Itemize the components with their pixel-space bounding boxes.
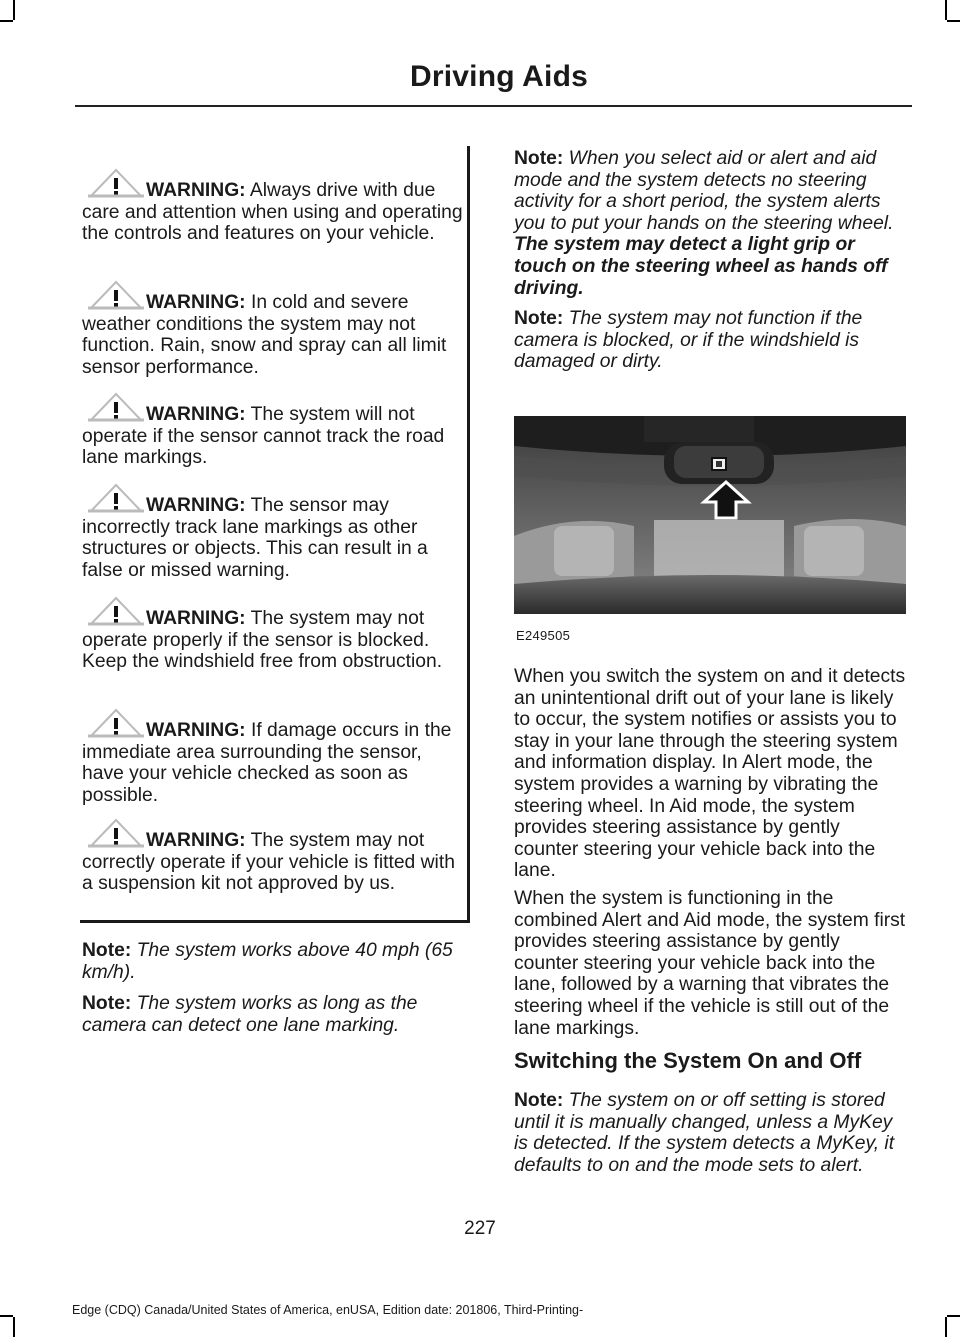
warning-triangle-icon	[88, 483, 144, 513]
warning-label: WARNING:	[146, 830, 246, 851]
section-heading: Switching the System On and Off	[514, 1048, 862, 1073]
note	[82, 940, 466, 983]
warning-text: The system may not correctly operate if your vehicle is fitted with a suspension kit not approved by us.	[82, 830, 455, 895]
body-paragraph: When the system is functioning in the combined Alert and Aid mode, the system first provides steering assistance by gently counter steering your vehicle back into the lane, followed by a warning that vibrates the steering wheel if the vehicle is still out of the lane markings.	[514, 888, 906, 1039]
note-text: The system on or off setting is stored until it is manually changed, unless a MyKey is detected. If the system detects a MyKey, it defaults to on and the mode sets to alert.	[514, 1090, 895, 1176]
note	[82, 993, 466, 1036]
crop-mark	[13, 0, 15, 20]
note-emphasis: The system may detect a light grip or touch on the steering wheel as hands off driving.	[514, 234, 888, 299]
footer-edition-info: Edge (CDQ) Canada/United States of America, enUSA, Edition date: 201806, Third-Printing-	[72, 1303, 584, 1317]
warning-item	[82, 596, 466, 673]
warning-item	[82, 168, 466, 245]
warning-item	[82, 818, 466, 895]
note-label: Note:	[82, 940, 132, 961]
warning-text: If damage occurs in the immediate area surrounding the sensor, have your vehicle checked as soon as possible.	[82, 720, 452, 806]
note-label: Note:	[514, 148, 564, 169]
header-divider	[75, 105, 912, 107]
note-text: The system may not function if the camera is blocked, or if the windshield is damaged or dirty.	[514, 308, 863, 373]
note-label: Note:	[82, 993, 132, 1014]
image-reference-code: E249505	[516, 628, 571, 643]
warning-triangle-icon	[88, 280, 144, 310]
warning-text: Always drive with due care and attention when using and operating the controls and features on your vehicle.	[82, 180, 463, 245]
warning-triangle-icon	[88, 392, 144, 422]
warning-triangle-icon	[88, 708, 144, 738]
note	[514, 1090, 908, 1176]
note	[514, 308, 908, 373]
warning-item	[82, 708, 466, 806]
crop-mark	[947, 1315, 960, 1317]
warning-item	[82, 392, 466, 469]
warning-label: WARNING:	[146, 495, 246, 516]
page-number: 227	[464, 1218, 496, 1239]
warning-text: In cold and severe weather conditions the system may not function. Rain, snow and spray can all limit sensor performance.	[82, 292, 447, 378]
body-paragraph: When you switch the system on and it detects an unintentional drift out of your lane is likely to occur, the system notifies or assists you to stay in your lane through the steering system and information display. In Alert mode, the system provides a warning by vibrating the steering wheel. In Aid mode, the system provides steering assistance by gently counter steering your vehicle back into the lane.	[514, 666, 906, 882]
crop-mark	[0, 1315, 13, 1317]
note-label: Note:	[514, 1090, 564, 1111]
note-label: Note:	[514, 308, 564, 329]
warning-label: WARNING:	[146, 292, 246, 313]
note-text: When you select aid or alert and aid mode and the system detects no steering activity for a short period, the system alerts you to put your hands on the steering wheel.	[514, 148, 894, 234]
warning-label: WARNING:	[146, 404, 246, 425]
warning-triangle-icon	[88, 168, 144, 198]
warning-triangle-icon	[88, 818, 144, 848]
warning-item	[82, 483, 466, 581]
crop-mark	[947, 20, 960, 22]
warning-label: WARNING:	[146, 180, 246, 201]
warning-text: The sensor may incorrectly track lane markings as other structures or objects. This can result in a false or missed warning.	[82, 495, 428, 581]
note	[514, 148, 908, 299]
warning-item	[82, 280, 466, 378]
crop-mark	[945, 1317, 947, 1337]
warning-triangle-icon	[88, 596, 144, 626]
windshield-camera-illustration	[514, 416, 906, 614]
warning-label: WARNING:	[146, 720, 246, 741]
crop-mark	[0, 20, 13, 22]
note-text: The system works as long as the camera can detect one lane marking.	[82, 993, 418, 1036]
crop-mark	[945, 0, 947, 20]
crop-mark	[13, 1317, 15, 1337]
warning-text: The system will not operate if the sensor cannot track the road lane markings.	[82, 404, 445, 469]
warning-text: The system may not operate properly if the sensor is blocked. Keep the windshield free from obstruction.	[82, 608, 443, 673]
note-text: The system works above 40 mph (65 km/h).	[82, 940, 453, 983]
page-title: Driving Aids	[410, 60, 588, 93]
warning-label: WARNING:	[146, 608, 246, 629]
